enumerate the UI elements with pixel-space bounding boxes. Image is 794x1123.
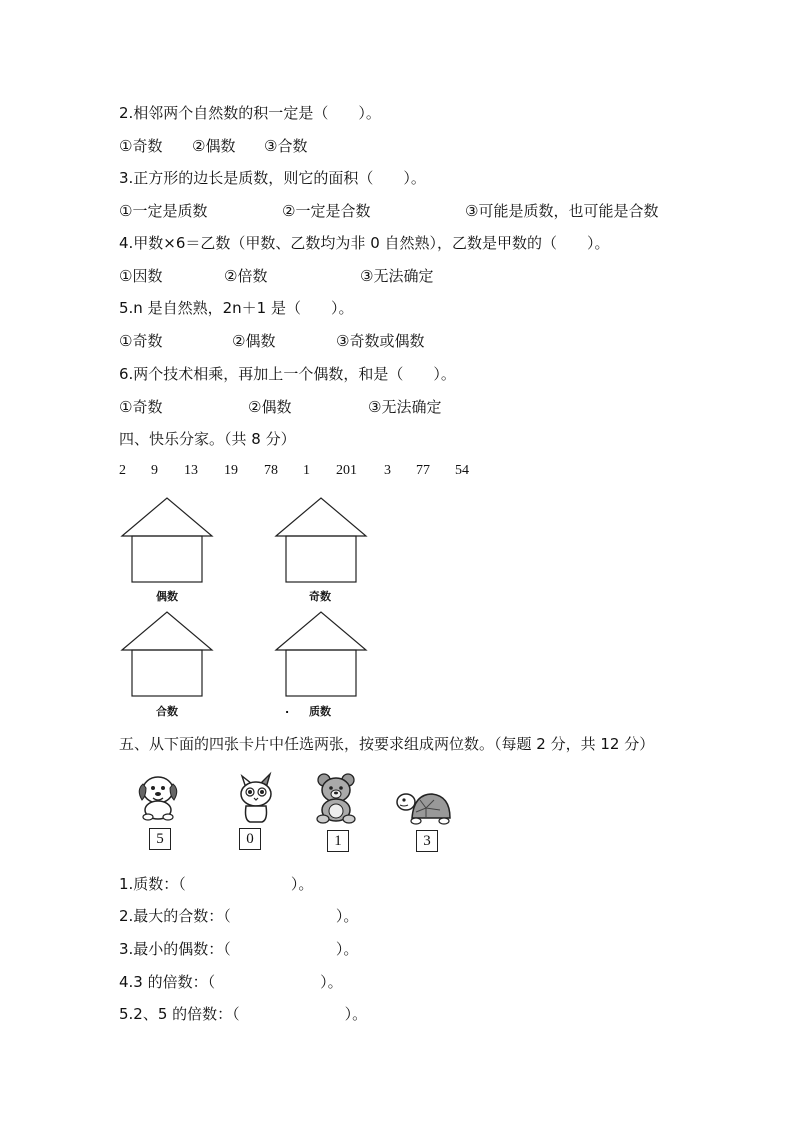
turtle-icon <box>394 788 454 826</box>
number-item: 19 <box>224 463 238 478</box>
section-4-title: 四、快乐分家。（共 8 分） <box>119 430 296 448</box>
s5-item-3: 3.最小的偶数：（ ）。 <box>119 940 359 958</box>
dog-icon <box>134 770 182 822</box>
q4-option-2: ②倍数 <box>224 267 268 285</box>
q5-option-1: ①奇数 <box>119 332 163 350</box>
number-item: 9 <box>151 463 158 478</box>
number-item: 13 <box>184 463 198 478</box>
even-house-label: 偶数 <box>156 590 178 603</box>
card-3: 3 <box>416 830 438 852</box>
question-2: 2.相邻两个自然数的积一定是（ ）。 <box>119 104 381 122</box>
prime-house-label: 质数 <box>309 705 331 718</box>
number-item: 78 <box>264 463 278 478</box>
q3-option-3: ③可能是质数，也可能是合数 <box>465 202 659 220</box>
q5-option-2: ②偶数 <box>232 332 276 350</box>
q3-option-2: ②一定是合数 <box>282 202 371 220</box>
number-item: 2 <box>119 463 126 478</box>
q2-option-1: ①奇数 <box>119 137 163 155</box>
number-item: 54 <box>455 463 469 478</box>
s5-item-1: 1.质数：（ ）。 <box>119 875 314 893</box>
question-4: 4.甲数×6＝乙数（甲数、乙数均为非 0 自然熟），乙数是甲数的（ ）。 <box>119 234 610 252</box>
question-5: 5.n 是自然熟，2n＋1 是（ ）。 <box>119 299 354 317</box>
card-1: 1 <box>327 830 349 852</box>
q6-option-1: ①奇数 <box>119 398 163 416</box>
card-5: 5 <box>149 828 171 850</box>
q6-option-2: ②偶数 <box>248 398 292 416</box>
number-item: 1 <box>303 463 310 478</box>
composite-house-label: 合数 <box>156 705 178 718</box>
q2-option-3: ③合数 <box>264 137 308 155</box>
q2-option-2: ②偶数 <box>192 137 236 155</box>
card-0: 0 <box>239 828 261 850</box>
s5-item-2: 2.最大的合数：（ ）。 <box>119 907 359 925</box>
s5-item-4: 4.3 的倍数：（ ）。 <box>119 973 343 991</box>
s5-item-5: 5.2、5 的倍数：（ ）。 <box>119 1005 368 1023</box>
even-house-icon <box>120 496 214 586</box>
q4-option-3: ③无法确定 <box>360 267 434 285</box>
q4-option-1: ①因数 <box>119 267 163 285</box>
prime-house-icon <box>274 610 368 700</box>
number-item: 77 <box>416 463 430 478</box>
section-5-title: 五、从下面的四张卡片中任选两张，按要求组成两位数。（每题 2 分，共 12 分） <box>119 735 655 753</box>
cat-icon <box>234 770 278 824</box>
composite-house-icon <box>120 610 214 700</box>
number-item: 3 <box>384 463 391 478</box>
question-6: 6.两个技术相乘，再加上一个偶数，和是（ ）。 <box>119 365 456 383</box>
number-item: 201 <box>336 463 357 478</box>
q5-option-3: ③奇数或偶数 <box>336 332 425 350</box>
q3-option-1: ①一定是质数 <box>119 202 208 220</box>
odd-house-icon <box>274 496 368 586</box>
question-3: 3.正方形的边长是质数，则它的面积（ ）。 <box>119 169 426 187</box>
q6-option-3: ③无法确定 <box>368 398 442 416</box>
odd-house-label: 奇数 <box>309 590 331 603</box>
bear-icon <box>311 772 361 824</box>
stray-dot: . <box>285 703 290 716</box>
